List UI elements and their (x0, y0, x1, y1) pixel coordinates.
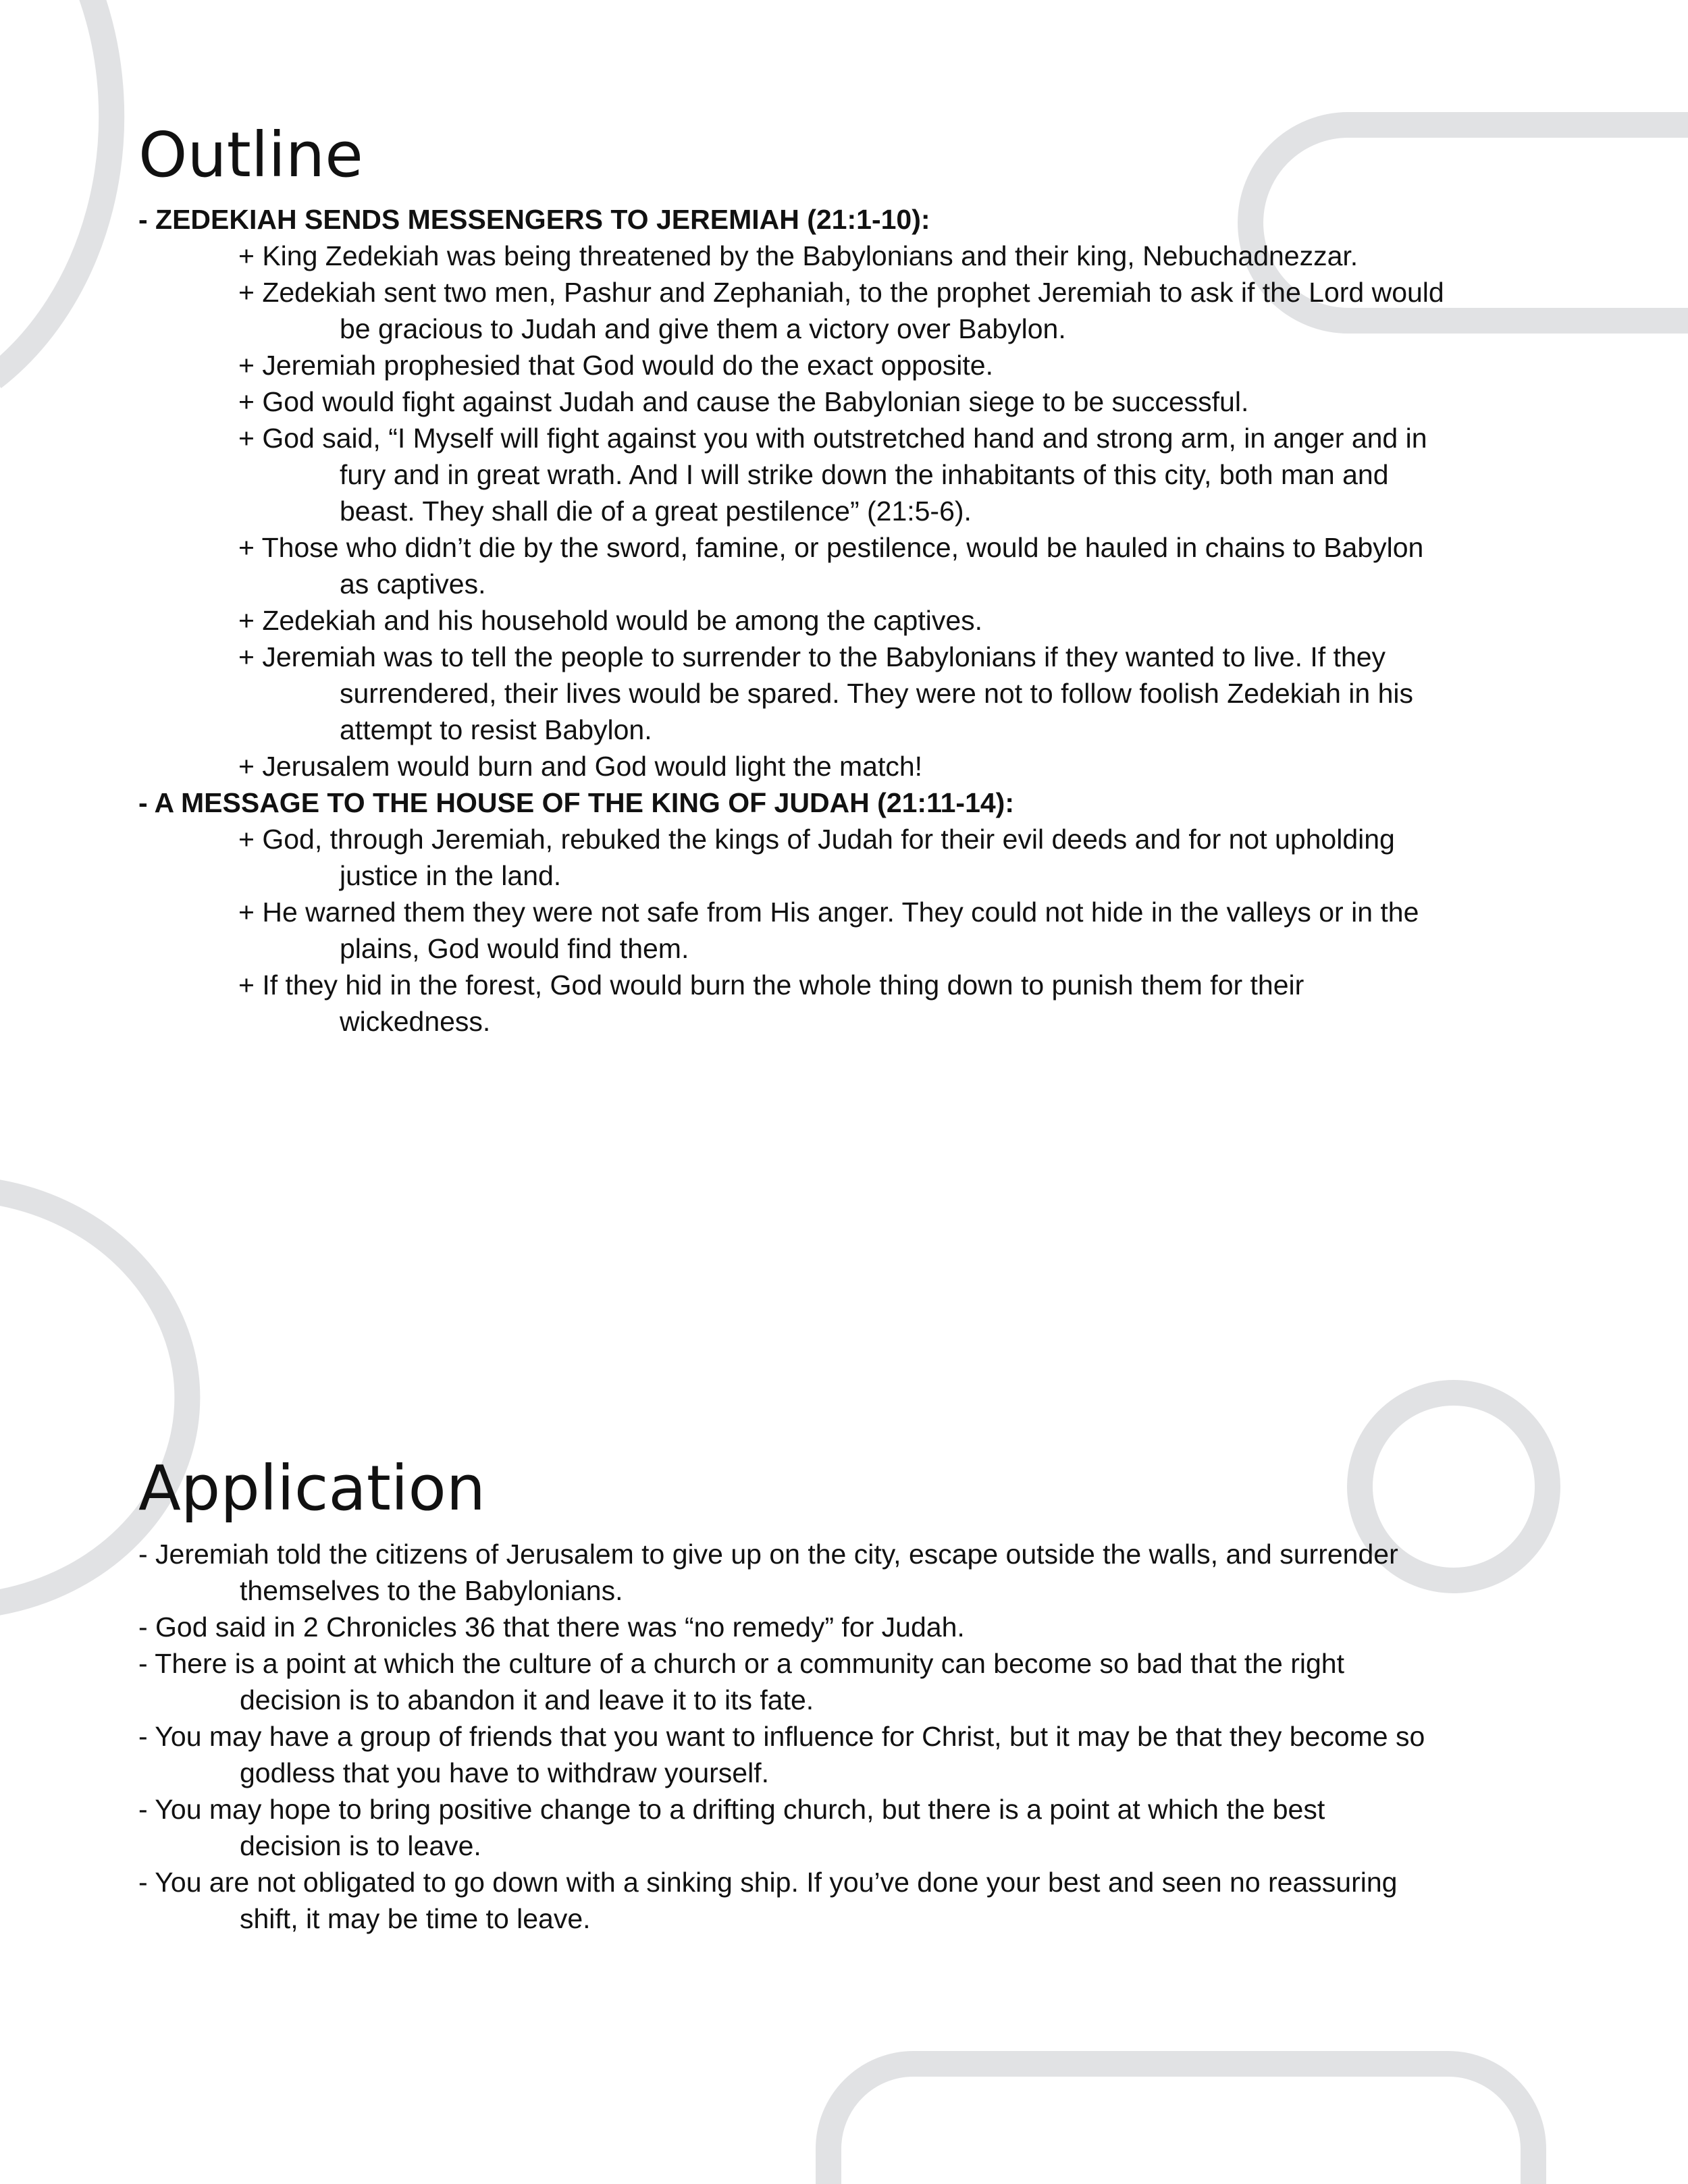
application-item: - There is a point at which the culture of a church or a community can become so bad that the right (138, 1648, 1344, 1679)
outline-item: + God would fight against Judah and cause the Babylonian siege to be successful. (238, 386, 1249, 417)
outline-item: + Jeremiah was to tell the people to surrender to the Babylonians if they wanted to live. If they (238, 641, 1386, 672)
outline-item-continuation: wickedness. (340, 1006, 491, 1037)
application-item-continuation: themselves to the Babylonians. (240, 1575, 623, 1606)
outline-item: + He warned them they were not safe from His anger. They could not hide in the valleys or in the (238, 897, 1419, 928)
application-heading: Application (138, 1452, 486, 1524)
outline-item-continuation: surrendered, their lives would be spared. They were not to follow foolish Zedekiah in his (340, 678, 1413, 709)
outline-heading: Outline (138, 119, 363, 191)
outline-item: + King Zedekiah was being threatened by the Babylonians and their king, Nebuchadnezzar. (238, 240, 1359, 271)
outline-item: + God said, “I Myself will fight against you with outstretched hand and strong arm, in anger and in (238, 423, 1427, 454)
application-item-continuation: godless that you have to withdraw yourself. (240, 1757, 769, 1788)
deco-arc-top-left (0, 0, 111, 378)
application-item-continuation: decision is to abandon it and leave it to its fate. (240, 1684, 814, 1715)
outline-item: + Those who didn’t die by the sword, famine, or pestilence, would be hauled in chains to Babylon (238, 532, 1424, 563)
outline-item-continuation: fury and in great wrath. And I will strike down the inhabitants of this city, both man and (340, 459, 1389, 490)
application-item: - Jeremiah told the citizens of Jerusalem to give up on the city, escape outside the walls, and surrender (138, 1539, 1398, 1570)
outline-item-continuation: justice in the land. (340, 860, 562, 891)
deco-pill-bottom (828, 2064, 1533, 2184)
outline-item: + God, through Jeremiah, rebuked the kings of Judah for their evil deeds and for not upholding (238, 824, 1395, 855)
application-item: - You are not obligated to go down with a sinking ship. If you’ve done your best and seen no reassuring (138, 1867, 1398, 1898)
application-item: - You may have a group of friends that you want to influence for Christ, but it may be that they become so (138, 1721, 1425, 1752)
outline-item-continuation: plains, God would find them. (340, 933, 689, 964)
outline-item: + Zedekiah sent two men, Pashur and Zephaniah, to the prophet Jeremiah to ask if the Lord would (238, 277, 1444, 308)
application-item: - You may hope to bring positive change to a drifting church, but there is a point at which the best (138, 1794, 1325, 1825)
application-item: - God said in 2 Chronicles 36 that there was “no remedy” for Judah. (138, 1612, 965, 1643)
application-item-continuation: shift, it may be time to leave. (240, 1903, 591, 1934)
application-list (138, 1536, 1425, 1937)
outline-section-title: - ZEDEKIAH SENDS MESSENGERS TO JEREMIAH (21:1-10): (138, 204, 930, 235)
outline-item: + If they hid in the forest, God would burn the whole thing down to punish them for their (238, 969, 1304, 1001)
application-item-continuation: decision is to leave. (240, 1830, 481, 1861)
outline-item: + Jerusalem would burn and God would light the match! (238, 751, 923, 782)
outline-list (138, 201, 1583, 1040)
outline-item: + Zedekiah and his household would be among the captives. (238, 605, 983, 636)
outline-item-continuation: attempt to resist Babylon. (340, 714, 652, 745)
outline-item-continuation: beast. They shall die of a great pestilence” (21:5-6). (340, 496, 972, 527)
document-body (138, 115, 1583, 1934)
outline-section-title: - A MESSAGE TO THE HOUSE OF THE KING OF JUDAH (21:11-14): (138, 787, 1014, 818)
outline-item: + Jeremiah prophesied that God would do the exact opposite. (238, 350, 993, 381)
outline-item-continuation: as captives. (340, 568, 486, 600)
outline-item-continuation: be gracious to Judah and give them a victory over Babylon. (340, 313, 1066, 344)
